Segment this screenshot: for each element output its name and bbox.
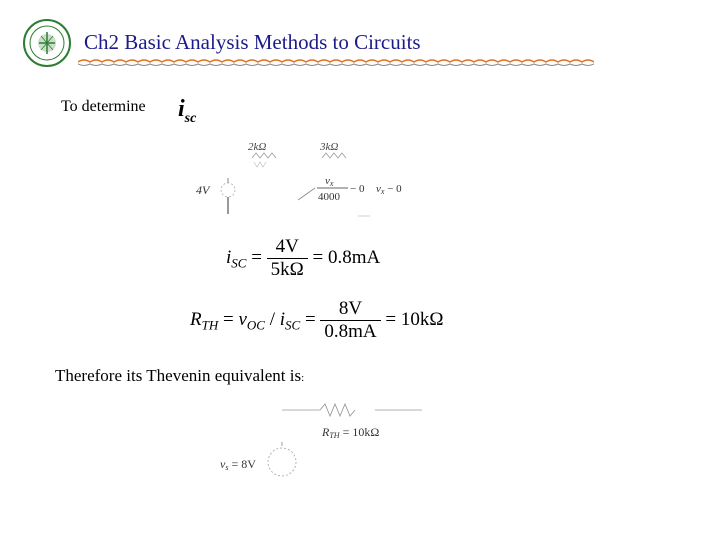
rth-fraction: $\frac{8V}{0.8mA}$ <box>320 298 380 343</box>
resistor-3k-label: 3kΩ <box>320 141 339 153</box>
thevenin-equivalent-diagram <box>210 396 430 482</box>
resistor-rth-icon <box>320 404 355 416</box>
resistor-2k-label: 2kΩ <box>248 141 267 153</box>
minus-zero-term: − 0 <box>350 183 365 195</box>
university-seal-icon <box>22 18 72 68</box>
rth-value-label: RTH = 10kΩ <box>322 425 380 440</box>
isc-equation: $i_{SC}$ = $\frac{4V}{5k\Omega}$ = 0.8mA <box>226 236 381 280</box>
short-circuit-diagram <box>190 138 430 220</box>
page-title: Ch2 Basic Analysis Methods to Circuits <box>84 30 421 54</box>
isc-symbol: $i_{sc}$ <box>178 96 197 126</box>
isc-fraction: $\frac{4V}{5k\Omega}$ <box>267 236 308 281</box>
source-4v-label: 4V <box>196 183 210 197</box>
rth-equation: $R_{TH} = v_{OC} / i_{SC}$ = $\frac{8V}{0.8mA}$ = 10kΩ <box>190 298 444 342</box>
voltage-source-8v-icon <box>268 448 296 476</box>
voltage-source-icon <box>221 183 235 197</box>
intro-label: To determine <box>61 98 146 115</box>
title-underline-decoration <box>78 56 594 68</box>
frac-numerator-vx: vx <box>325 175 334 188</box>
resistor-3k-icon <box>322 153 346 158</box>
vx-minus-zero-term: vx − 0 <box>376 183 402 196</box>
resistor-2k-icon <box>252 153 276 158</box>
vs-value-label: vs = 8V <box>220 457 256 472</box>
conclusion-text: Therefore its Thevenin equivalent is: <box>55 366 305 385</box>
frac-denominator-4000: 4000 <box>318 191 340 203</box>
